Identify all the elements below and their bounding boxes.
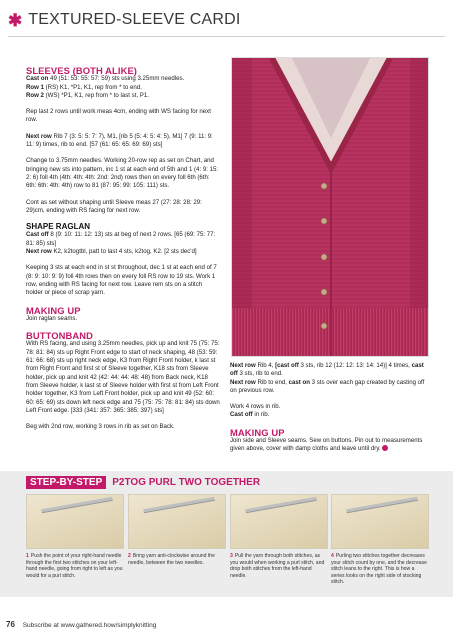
step-card <box>331 494 429 586</box>
making-up-text: Join raglan seams. <box>26 314 78 322</box>
next-row-text: K2, k2togtbl, patt to last 4 sts, k2tog, K2. [2 sts dec'd] <box>53 248 197 256</box>
right-text: 3 sts, rib to end. <box>237 370 283 378</box>
next-row-text: Rib 7 (3: 5: 5: 7: 7), M1, [rib 5 (5: 4: 5: 4: 5), M1] 7 (9: 11: 9: 11: 9) times, rib to end. [57 (61: 65: 65: 69: 69) sts] <box>26 132 213 149</box>
cardigan-photo <box>231 57 429 357</box>
step-number: 1 <box>26 553 29 559</box>
cast-off-text: 8 (9: 10: 11: 12: 13) sts at beg of next 2 rows. [65 (69: 75: 77: 81: 85) sts] <box>26 231 216 247</box>
sleeves-heading: SLEEVES (BOTH ALIKE) <box>26 65 138 76</box>
right-column <box>230 362 426 454</box>
subscribe-link[interactable]: Subscribe at www.gathered.how/simplyknitting <box>22 622 157 629</box>
row1-text: (RS) K1, *P1, K1, rep from * to end. <box>45 83 142 91</box>
buttonband-heading: BUTTONBAND <box>26 330 93 342</box>
right-text: 3 sts over each gap created by casting off on previous row. <box>230 378 425 394</box>
page-footer <box>6 620 156 629</box>
page-number: 76 <box>6 620 15 629</box>
step-text: Pull the yarn through both stitches, as you would when working a purl stitch, and drop both stitches from the left-hand needle. <box>230 553 325 579</box>
step-number: 3 <box>230 553 233 559</box>
step-card <box>26 494 124 579</box>
step-text: Purling two stitches together decreases your stitch count by one, and the decrease stitch leans to the right. This is how a series looks on the right side of stocking stitch. <box>331 553 427 585</box>
step-card <box>230 494 328 579</box>
right-text: 3 sts, rib 12 (12: 12: 13: 14: 14)] 4 times, <box>298 362 412 369</box>
cast-off-label: Cast off <box>26 231 49 239</box>
step-photo <box>128 494 226 549</box>
sleeves-paragraph: Rep last 2 rows until work meas 4cm, ending with WS facing for next row. <box>26 108 211 124</box>
step-photo <box>230 494 328 549</box>
row2-label: Row 2 <box>26 91 44 99</box>
making-up-heading: MAKING UP <box>230 426 285 438</box>
row1-label: Row 1 <box>26 83 44 91</box>
end-bullet-icon <box>382 445 388 451</box>
step-photo <box>26 494 124 549</box>
cardigan-illustration <box>232 58 429 357</box>
step-photo <box>331 494 429 549</box>
right-text: cast on <box>288 378 310 386</box>
step-text: Bring yarn anti-clockwise around the needle, between the two needles. <box>128 553 215 566</box>
next-row-label: Next row <box>26 248 52 256</box>
raglan-heading: SHAPE RAGLAN <box>26 222 91 232</box>
step-card <box>128 494 226 566</box>
right-text: [cast off <box>275 362 299 369</box>
buttonband-paragraph: Beg with 2nd row, working 3 rows in rib as set on Back. <box>26 423 175 431</box>
next-row-label: Next row <box>230 378 256 386</box>
raglan-paragraph: Keeping 3 sts at each end in st st throughout, dec 1 st at each end of 7 (8: 9: 10: 9: 9) foll 4th rows then on every foll RS row to 19 sts. Work 1 row, ending with RS facing for next row. Leave rem sts on a stitch holder or piece of scrap yarn. <box>26 264 217 297</box>
buttonband-paragraph: With RS facing, and using 3.25mm needles, pick up and knit 75 (75: 75: 78: 81: 84) sts up Right Front edge to start of neck shaping, 48 (53: 59: 61: 66: 68) sts up right neck edge, K3 from Right Front holder, k last st from Right Front and first st of Sleeve together, K18 sts from Sleeve holder, pick up and knit 42 (42: 44: 44: 48: 48) from Back neck, K18 from Sleeve holder, k last st of Sleeve holder with first st from Left Front holder together, K3 from Left Front holder, pick up and knit 49 (52: 60: 60: 65: 69) sts down left neck edge and 75 (75: 75: 78: 81: 84) sts down Left Front edge. [333 (341: 357: 365: 385: 397) sts] <box>26 340 220 414</box>
right-text: Rib 4, <box>257 362 276 369</box>
making-up-heading: MAKING UP <box>26 304 81 316</box>
cast-on-label: Cast on <box>26 75 49 83</box>
header-divider <box>8 36 445 37</box>
right-text: cast off <box>230 362 424 378</box>
step-number: 2 <box>128 553 131 559</box>
step-by-step-label: STEP-BY-STEP <box>26 476 106 489</box>
next-row-label: Next row <box>26 132 52 140</box>
page-title: TEXTURED-SLEEVE CARDI <box>28 11 241 28</box>
cast-on-text: 49 (51: 53: 55: 57: 59) sts using 3.25mm needles. <box>50 75 185 83</box>
next-row-label: Next row <box>230 362 256 369</box>
step-text: Push the point of your right-hand needle through the first two stitches on your left-hand needle, going from right to left as you would for a purl stitch. <box>26 553 123 579</box>
making-up-text: Join side and Sleeve seams. Sew on buttons. Pin out to measurements given above, cover with damp cloths and leave until dry. <box>230 437 423 453</box>
step-number: 4 <box>331 553 334 559</box>
asterisk-icon: ✱ <box>8 10 23 30</box>
page-header <box>8 8 241 32</box>
sleeves-paragraph: Cont as set without shaping until Sleeve meas 27 (27: 28: 28: 29: 29)cm, ending with RS facing for next row. <box>26 198 202 214</box>
step-by-step-title <box>26 476 260 489</box>
right-text: in rib. <box>252 411 270 419</box>
row2-text: (WS) *P1, K1, rep from * to last st, P1. <box>45 91 149 99</box>
right-text: Rib to end, <box>255 378 289 386</box>
sleeves-paragraph: Change to 3.75mm needles. Working 20-row rep as set on Chart, and bringing new sts into pattern, inc 1 st at each end of 5th and 1 (4: 9: 15: 2: 6) foll 4th (4th: 4th: 4th: 2nd: 2nd) rows then on every foll 6th (6th: 6th: 6th: 4th: 4th) row to 81 (87: 95: 99: 105: 111) sts. <box>26 157 219 190</box>
sleeves-section <box>26 67 220 431</box>
right-text: Work 4 rows in rib. <box>230 403 281 411</box>
cast-off-label: Cast off <box>230 411 253 419</box>
technique-label: P2TOG PURL TWO TOGETHER <box>112 477 261 488</box>
